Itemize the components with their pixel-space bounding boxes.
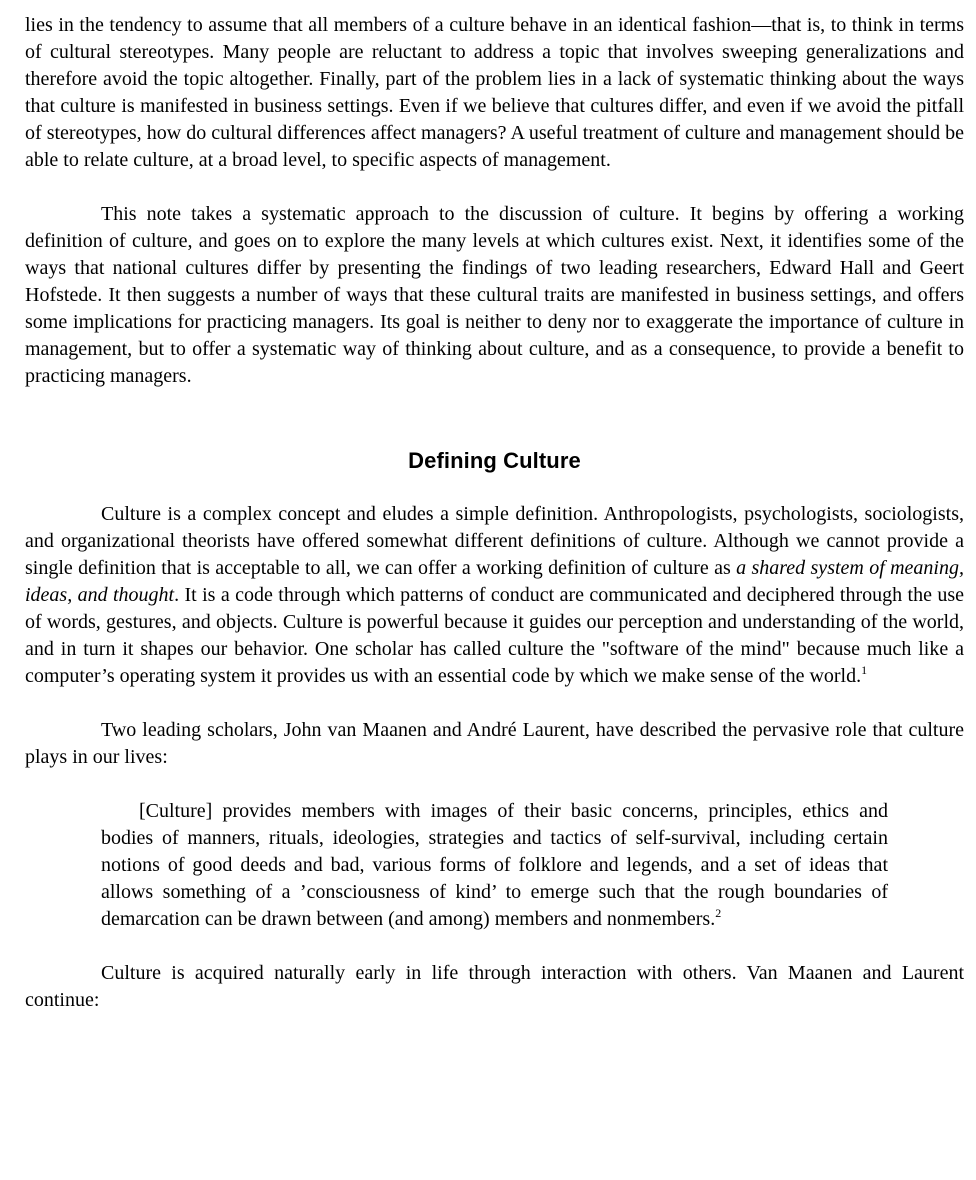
- document-page: [25, 12, 964, 1041]
- body-paragraph-note-overview: This note takes a systematic approach to the discussion of culture. It begins by offering a working definition of culture, and goes on to explore the many levels at which cultures exist. Next, it identifies some of the ways that national cultures differ by presenting the findings of two leading researchers, Edward Hall and Geert Hofstede. It then suggests a number of ways that these cultural traits are manifested in business settings, and offers some implications for practicing managers. Its goal is neither to deny nor to exaggerate the importance of culture in management, but to offer a systematic way of thinking about culture, and as a consequence, to provide a benefit to practicing managers.: [25, 203, 964, 387]
- footnote-marker-1: 1: [861, 663, 868, 677]
- definition-text-end: . It is a code through which patterns of conduct are communicated and deciphered through the use of words, gestures, and objects. Culture is powerful because it guides our perception and understanding of the world, and in turn it shapes our behavior. One scholar has called culture the "software of the mind" because much like a computer’s operating system it provides us with an essential code by which we make sense of the world.: [25, 584, 964, 687]
- body-paragraph-intro-continued: lies in the tendency to assume that all members of a culture behave in an identical fashion—that is, to think in terms of cultural stereotypes. Many people are reluctant to address a topic that involves sweeping generalizations and therefore avoid the topic altogether. Finally, part of the problem lies in a lack of systematic thinking about the ways that culture is manifested in business settings. Even if we believe that cultures differ, and even if we avoid the pitfall of stereotypes, how do cultural differences affect managers? A useful treatment of culture and management should be able to relate culture, at a broad level, to specific aspects of management.: [25, 14, 964, 171]
- section-heading: Defining Culture: [408, 448, 581, 473]
- definition-text-start: Culture is a complex concept and eludes a simple definition. Anthropologists, psychologists, sociologists, and organizational theorists have offered somewhat different definitions of culture. Although we cannot provide a single definition that is acceptable to all, we can offer a working definition of culture as: [25, 503, 964, 579]
- body-paragraph-closing: Culture is acquired naturally early in life through interaction with others. Van Maanen and Laurent continue:: [25, 962, 964, 1011]
- body-paragraph-scholars: Two leading scholars, John van Maanen and André Laurent, have described the pervasive role that culture plays in our lives:: [25, 719, 964, 768]
- footnote-marker-2: 2: [715, 906, 722, 920]
- block-quote-text: [Culture] provides members with images of their basic concerns, principles, ethics and bodies of manners, rituals, ideologies, strategies and tactics of self-survival, including certain notions of good deeds and bad, various forms of folklore and legends, and a set of ideas that allows something of a ’consciousness of kind’ to emerge such that the rough boundaries of demarcation can be drawn between (and among) members and nonmembers.: [101, 800, 888, 930]
- body-paragraph-definition: [25, 501, 964, 690]
- block-quote: [101, 798, 888, 933]
- definition-italic-phrase: a shared system of meaning, ideas, and thought: [25, 557, 964, 606]
